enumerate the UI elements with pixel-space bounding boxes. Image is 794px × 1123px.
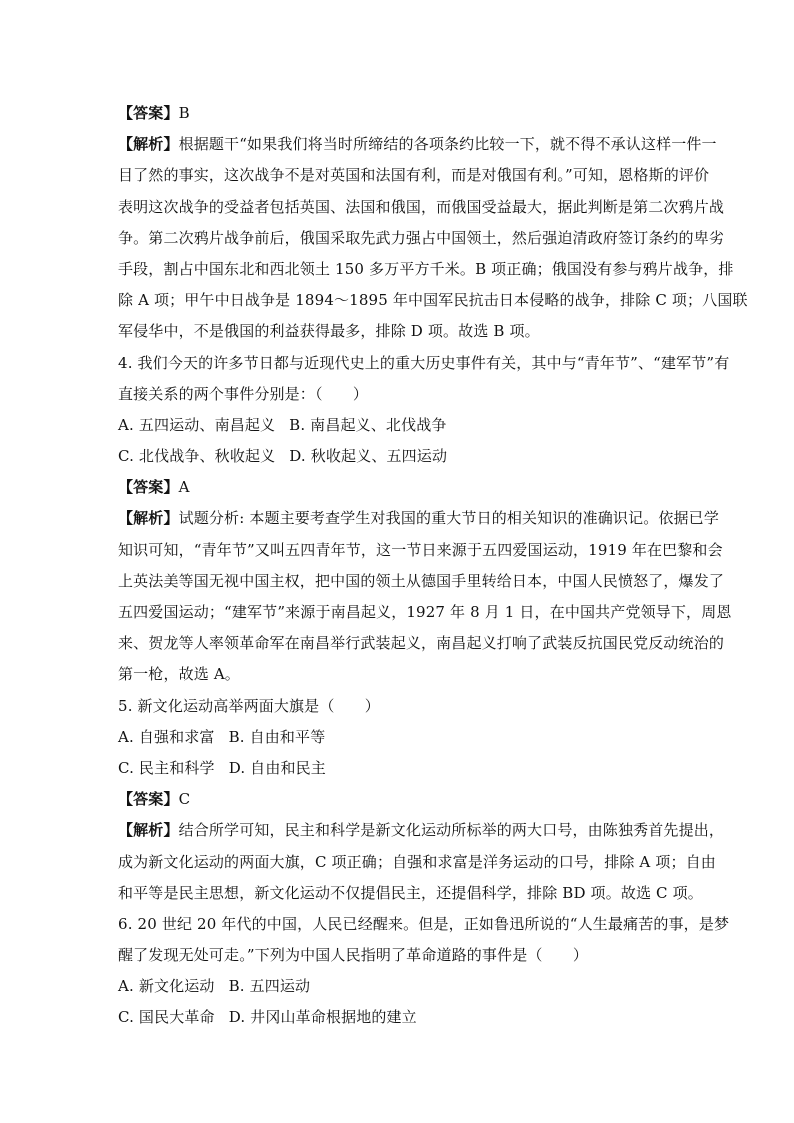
q5-analysis-text: 结合所学可知，民主和科学是新文化运动所标举的两大口号，由陈独秀首先提出， [178,821,725,840]
q6-option-a: A. 新文化运动 [118,977,215,996]
q3-analysis-line: 争。第二次鸦片战争前后，俄国采取先武力强占中国领土，然后强迫清政府签订条约的卑劣 [118,228,725,247]
q4-analysis-line: 第一枪，故选 A。 [118,665,240,684]
analysis-tag: 【解析】 [118,135,179,154]
q6-options-row [118,1002,678,1033]
q5-option-c: C. 民主和科学 [118,758,215,777]
q5-option-b: B. 自由和平等 [228,727,326,746]
q5-option-a: A. 自强和求富 [118,727,215,746]
q3-analysis-line: 除 A 项；甲午中日战争是 1894～1895 年中国军民抗击日本侵略的战争，排除 C 项；八国联 [118,291,748,310]
q4-analysis-text: 试题分析: 本题主要考查学生对我国的重大节日的相关知识的准确识记。依据已学 [178,509,719,528]
analysis-tag: 【解析】 [118,509,179,528]
q6-options-row [118,971,678,1002]
q4-analysis-line: 上英法美等国无视中国主权，把中国的领土从德国手里转给日本，中国人民愤怒了，爆发了 [118,571,725,590]
q4-option-a: A. 五四运动、南昌起义 [118,415,276,434]
q4-option-d: D. 秋收起义、五四运动 [289,447,448,466]
q4-option-c: C. 北伐战争、秋收起义 [118,447,276,466]
q5-options-row [118,753,678,784]
q4-analysis-line: 来、贺龙等人率领革命军在南昌举行武装起义，南昌起义打响了武装反抗国民党反动统治的 [118,634,725,653]
q4-analysis-line: 知识可知，“青年节”又叫五四青年节，这一节日来源于五四爱国运动，1919 年在巴黎和会 [118,540,723,559]
q3-analysis-line [118,129,717,160]
answer-tag: 【答案】 [118,478,179,497]
q4-answer: A [178,478,190,497]
q6-option-d: D. 井冈山革命根据地的建立 [228,1008,417,1027]
q6-stem-line: 6. 20 世纪 20 年代的中国，人民已经醒来。但是，正如鲁迅所说的“人生最痛苦的事，是梦 [118,914,730,933]
q5-analysis-line: 成为新文化运动的两面大旗，C 项正确；自强和求富是洋务运动的口号，排除 A 项；自由 [118,852,716,871]
q5-answer: C [178,790,191,809]
q5-analysis-line: 和平等是民主思想，新文化运动不仅提倡民主，还提倡科学，排除 BD 项。故选 C 项。 [118,883,703,902]
q3-analysis-line: 目了然的事实，这次战争不是对英国和法国有利，而是对俄国有利。”可知，恩格斯的评价 [118,166,710,185]
q3-answer: B [178,104,190,122]
q5-answer-line [118,784,678,815]
q3-analysis-text: 根据题干“如果我们将当时所缔结的各项条约比较一下，就不得不承认这样一件一 [178,135,717,154]
answer-tag: 【答案】 [118,790,179,809]
q3-answer-line [118,98,678,129]
q4-stem-line: 4. 我们今天的许多节日都与近现代史上的重大历史事件有关，其中与“青年节”、“建军节”有 [118,353,730,372]
q6-option-b: B. 五四运动 [228,977,311,996]
q4-answer-line [118,472,678,503]
q4-analysis-line: 五四爱国运动；“建军节”来源于南昌起义，1927 年 8 月 1 日，在中国共产党领导下，周恩 [118,603,732,621]
q4-analysis-line [118,503,719,534]
q4-options-row [118,441,678,472]
q3-analysis-line: 手段，割占中国东北和西北领土 150 多万平方千米。B 项正确；俄国没有参与鸦片战争，排 [118,259,734,278]
q6-option-c: C. 国民大革命 [118,1008,215,1027]
analysis-tag: 【解析】 [118,821,179,840]
q4-option-b: B. 南昌起义、北伐战争 [289,415,447,434]
q3-analysis-line: 表明这次战争的受益者包括英国、法国和俄国，而俄国受益最大，据此判断是第二次鸦片战 [118,197,725,216]
answer-tag: 【答案】 [118,104,179,122]
q4-stem-line: 直接关系的两个事件分别是：（ ） [118,384,369,403]
q5-options-row [118,722,678,753]
q6-stem-line: 醒了发现无处可走。”下列为中国人民指明了革命道路的事件是（ ） [118,946,588,965]
q4-options-row [118,410,678,441]
q5-stem-line: 5. 新文化运动高举两面大旗是（ ） [118,696,380,715]
q3-analysis-line: 军侵华中，不是俄国的利益获得最多，排除 D 项。故选 B 项。 [118,322,540,341]
q5-option-d: D. 自由和民主 [228,758,326,777]
q5-analysis-line [118,815,725,846]
document-page [118,98,748,1034]
